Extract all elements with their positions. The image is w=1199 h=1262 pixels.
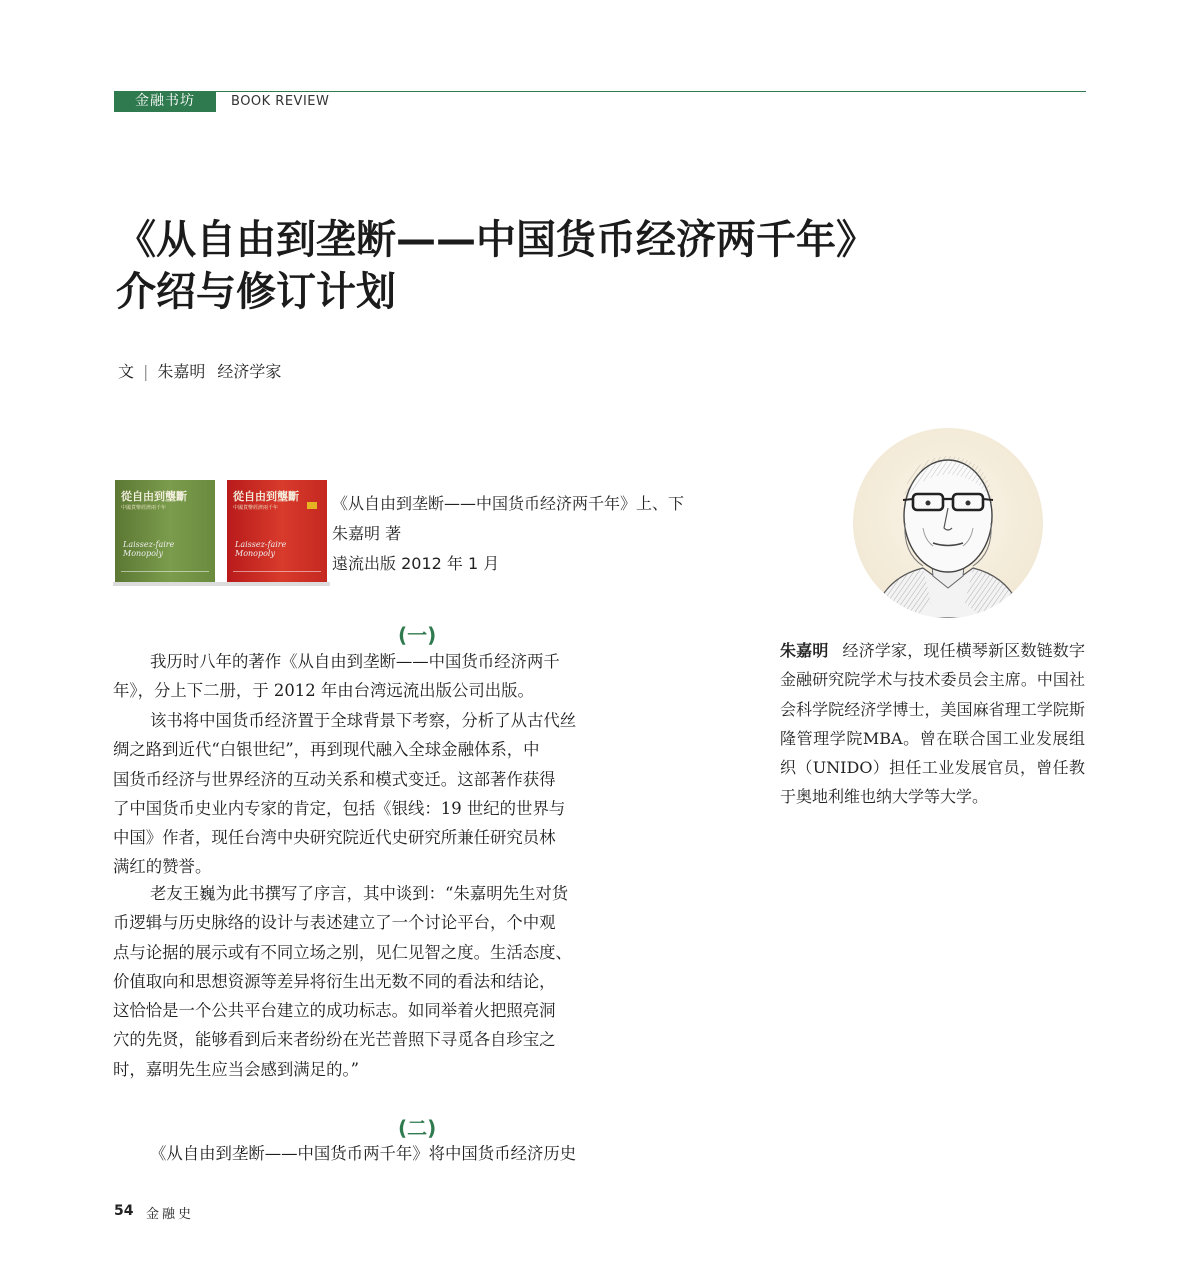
author-bio-text: 经济学家，现任横琴新区数链数字金融研究院学术与技术委员会主席。中国社会科学院经济学博士，美国麻省理工学院斯隆管理学院MBA。曾在联合国工业发展组织（UNIDO）担任工业发展官员，曾任教于奥地利维也纳大学等大学。	[780, 641, 1085, 807]
section-2-heading: (二)	[398, 1116, 437, 1140]
paragraph-2: 该书将中国货币经济置于全球背景下考察，分析了从古代丝 绸之路到近代“白银世纪”，再到现代融入全球金融体系，中 国货币经济与世界经济的互动关系和模式变迁。这部著作获得 了中国货币史业内专家的肯定，包括《银线：19 世纪的世界与 中国》作者，现任台湾中央研究院近代史研究所兼任研究员林 满红的赞誉。	[113, 711, 577, 877]
book-cover-volume-2	[227, 480, 327, 584]
section-tag-en: BOOK REVIEW	[231, 94, 330, 109]
magazine-name: 金融史	[146, 1207, 195, 1222]
cover-badge	[307, 502, 317, 509]
cover-subtitle: 中國貨幣經濟兩千年	[233, 505, 279, 511]
book-info-title: 《从自由到垄断——中国货币经济两千年》上、下	[332, 494, 685, 513]
byline-separator: |	[143, 362, 149, 381]
paragraph-1: 我历时八年的著作《从自由到垄断——中国货币经济两千 年》，分上下二册，于 2012 年由台湾远流出版公司出版。	[113, 652, 560, 701]
title-line-2: 介绍与修订计划	[116, 269, 396, 315]
paragraph-4: 《从自由到垄断——中国货币两千年》将中国货币经济历史	[150, 1144, 577, 1163]
byline-prefix: 文	[118, 362, 135, 381]
book-covers-image	[113, 480, 330, 584]
header-rule	[216, 91, 1086, 92]
book-info-publisher: 遠流出版 2012 年 1 月	[332, 554, 500, 573]
page-number: 54	[114, 1203, 134, 1219]
byline-author: 朱嘉明	[157, 362, 206, 381]
byline-role: 经济学家	[217, 362, 282, 381]
book-cover-volume-1	[115, 480, 215, 584]
book-info-author: 朱嘉明 著	[332, 524, 402, 543]
cover-subtitle: 中國貨幣經濟兩千年	[121, 505, 167, 511]
author-bio	[780, 636, 1085, 812]
cover-en-title: Laissez-faire Monopoly	[123, 540, 175, 558]
section-1-heading: (一)	[398, 623, 437, 647]
book-info	[332, 489, 684, 579]
section-tag: 金融书坊	[114, 91, 216, 112]
article-title	[116, 214, 1076, 318]
byline	[118, 359, 281, 382]
author-bio-name: 朱嘉明	[780, 641, 829, 660]
title-line-1: 《从自由到垄断——中国货币经济两千年》	[116, 217, 876, 263]
book-shadow	[113, 582, 330, 586]
paragraph-3: 老友王巍为此书撰写了序言，其中谈到：“朱嘉明先生对货 币逻辑与历史脉络的设计与表述建立了一个讨论平台，个中观 点与论据的展示或有不同立场之别，见仁见智之度。生活态度、 价值取向和思想资源等差异将衍生出无数不同的看法和结论， 这恰恰是一个公共平台建立的成功标志。如同举着火把照亮洞 穴的先贤，能够看到后来者纷纷在光芒普照下寻觅各自珍宝之 时，嘉明先生应当会感到满足的。”	[113, 884, 572, 1079]
cover-title: 從自由到壟斷	[233, 490, 299, 503]
cover-title: 從自由到壟斷	[121, 490, 187, 503]
cover-en-title: Laissez-faire Monopoly	[235, 540, 287, 558]
author-portrait	[853, 428, 1043, 618]
author-sketch	[853, 428, 1043, 618]
